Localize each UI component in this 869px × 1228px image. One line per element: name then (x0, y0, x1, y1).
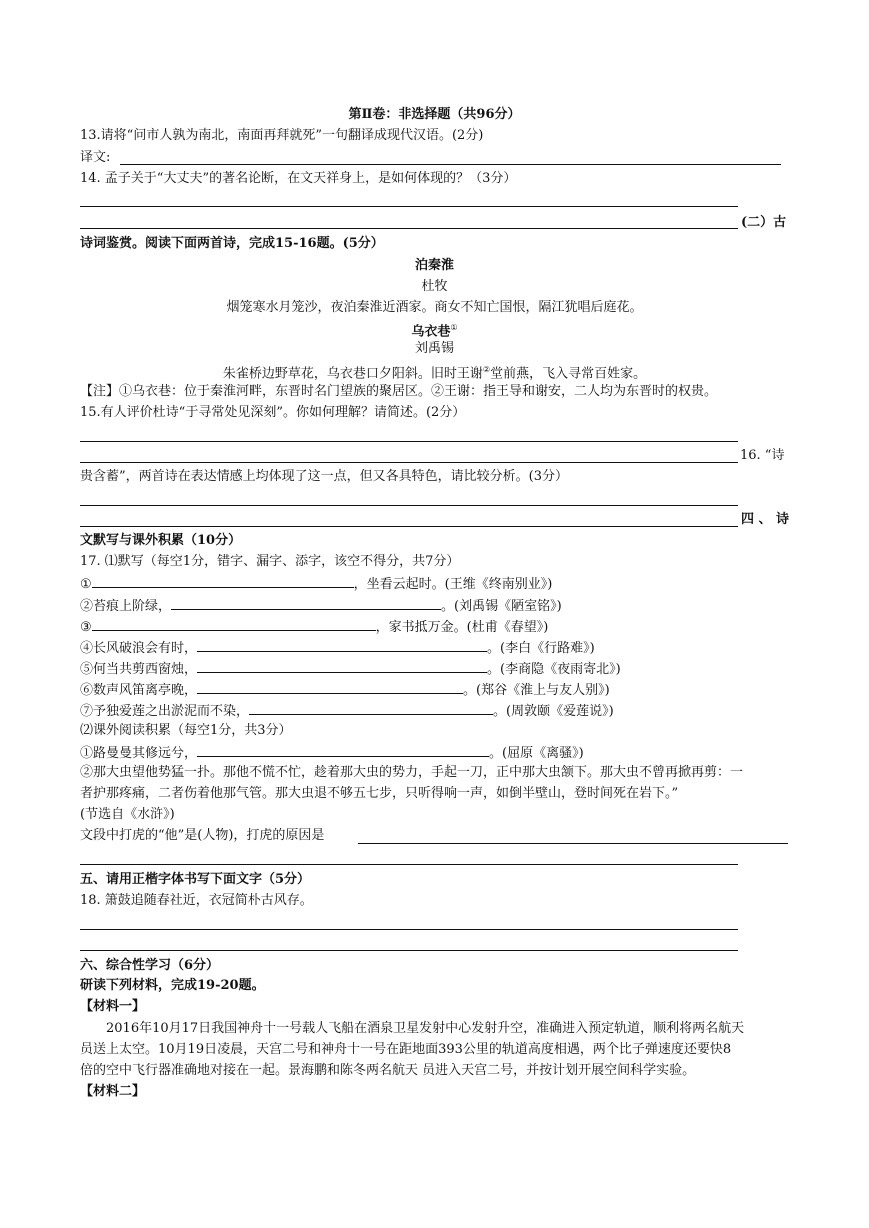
answer-line-16b[interactable] (80, 526, 738, 527)
footnote-mark: ② (482, 365, 491, 374)
fill-blank[interactable] (249, 701, 493, 715)
fill-item-6: ⑥数声风笛离亭晚， 。(郑谷《淮上与友人别》) (80, 680, 610, 700)
poem1-title: 泊秦淮 (414, 258, 454, 273)
fill-item-4: ④长风破浪会有时， 。(李白《行路难》) (80, 638, 595, 658)
question-16: 贵含蓄”，两首诗在表达情感上均体现了这一点，但又各具特色，请比较分析。(3分） (80, 469, 568, 484)
fill-item-3: ③ ，家书抵万金。(杜甫《春望》) (80, 617, 548, 637)
reading-passage-line-1: ②那大虫望他势猛一扑。那他不慌不忙，趁着那大虫的势力，手起一刀，正中那大虫颔下。那大虫不曾再掀再剪：一 (80, 765, 744, 780)
section2-title: 第Ⅱ卷：非选择题（共96分） (348, 107, 521, 122)
writing-line-b[interactable] (80, 950, 738, 951)
reading-item-1: ①路曼曼其修远兮， 。(屈原《离骚》) (80, 743, 584, 763)
fill-blank[interactable] (92, 574, 354, 588)
answer-line-13[interactable] (120, 164, 781, 165)
poem2-text: 朱雀桥边野草花，乌衣巷口夕阳斜。旧时王谢②堂前燕，飞入寻常百姓家。 (222, 365, 647, 382)
question-13: 13.请将“问市人孰为南北，南面再拜就死”一句翻译成现代汉语。(2分) (80, 128, 484, 143)
fill-item-7: ⑦予独爱莲之出淤泥而不染， 。(周敦颐《爱莲说》) (80, 701, 614, 721)
poem1-text: 烟笼寒水月笼沙，夜泊秦淮近酒家。商女不知亡国恨，隔江犹唱后庭花。 (226, 300, 643, 315)
question-14: 14. 孟子关于“大丈夫”的著名论断，在文天祥身上，是如何体现的？（3分） (80, 171, 517, 186)
poem1-author: 杜牧 (421, 279, 448, 294)
poem2-title: 乌衣巷① (411, 323, 458, 340)
fill-blank[interactable] (197, 680, 463, 694)
poem2-author: 刘禹锡 (414, 341, 454, 356)
footnote-mark: ① (450, 323, 458, 332)
reading-question: 文段中打虎的“他”是(人物)，打虎的原因是 (80, 828, 325, 843)
part6-heading: 六、综合性学习（6分） (80, 958, 220, 973)
part2-heading: 诗词鉴赏。阅读下面两首诗，完成15-16题。(5分） (80, 236, 384, 251)
poem-note: 【注】①乌衣巷：位于秦淮河畔，东晋时名门望族的聚居区。②王谢：指王导和谢安，二人均为东晋时的权贵。 (80, 384, 718, 399)
material1-line-1: 2016年10月17日我国神舟十一号载人飞船在酒泉卫星发射中心发射升空，准确进入预定轨道，顺利将两名航天 (106, 1021, 745, 1036)
part4-heading-tail: 四 、 诗 (741, 512, 790, 527)
fill-blank[interactable] (197, 743, 489, 757)
reading-passage-line-2: 者护那疼痛，二者伤着他那气管。那大虫退不够五七步，只听得响一声，如倒半壁山，登时间死在岩下。” (80, 786, 679, 801)
fill-item-2: ②苔痕上阶绿， 。(刘禹锡《陋室铭》) (80, 596, 562, 616)
question-16-tail: 16. “诗 (740, 448, 785, 463)
fill-blank[interactable] (92, 617, 376, 631)
answer-line-15a[interactable] (80, 441, 738, 442)
answer-line-16a[interactable] (80, 505, 738, 506)
part4-heading: 文默写与课外积累（10分） (80, 533, 242, 548)
fill-blank[interactable] (171, 596, 441, 610)
part2-heading-tail: (二）古 (741, 215, 787, 230)
question-17-2: ⑵课外阅读积累（每空1分，共3分） (80, 723, 292, 738)
answer-label-13: 译文: (80, 150, 111, 165)
part5-heading: 五、请用正楷字体书写下面文字（5分） (80, 872, 311, 887)
material1-line-2: 员送上太空。10月19日凌晨，天宫二号和神舟十一号在距地面393公里的轨道高度相遇，两个比子弹速度还要快8 (80, 1042, 732, 1057)
fill-blank[interactable] (197, 659, 487, 673)
material2-label: 【材料二】 (80, 1084, 146, 1099)
question-17: 17. ⑴默写（每空1分，错字、漏字、添字，该空不得分，共7分） (80, 554, 460, 569)
question-18: 18. 箫鼓追随春社近，衣冠简朴古风存。 (80, 893, 313, 908)
writing-line-a[interactable] (80, 929, 738, 930)
part6-intro: 研读下列材料，完成19-20题。 (80, 978, 265, 993)
answer-line-14b[interactable] (80, 228, 738, 229)
reading-passage-source: (节选自《水浒》) (80, 807, 175, 822)
answer-line-reading-b[interactable] (80, 864, 738, 865)
answer-line-14a[interactable] (80, 206, 738, 207)
fill-item-1: ① ，坐看云起时。(王维《终南别业》) (80, 574, 552, 594)
fill-item-5: ⑤何当共剪西窗烛， 。(李商隐《夜雨寄北》) (80, 659, 621, 679)
answer-line-15b[interactable] (80, 462, 738, 463)
question-15: 15.有人评价杜诗“于寻常处见深刻”。你如何理解？请简述。(2分） (80, 405, 466, 420)
material1-line-3: 倍的空中飞行器准确地对接在一起。景海鹏和陈冬两名航天 员进入天宫二号，并按计划开展空间科学实验。 (80, 1063, 696, 1078)
answer-line-reading-a[interactable] (358, 843, 788, 844)
fill-blank[interactable] (197, 638, 487, 652)
material1-label: 【材料一】 (80, 999, 146, 1014)
